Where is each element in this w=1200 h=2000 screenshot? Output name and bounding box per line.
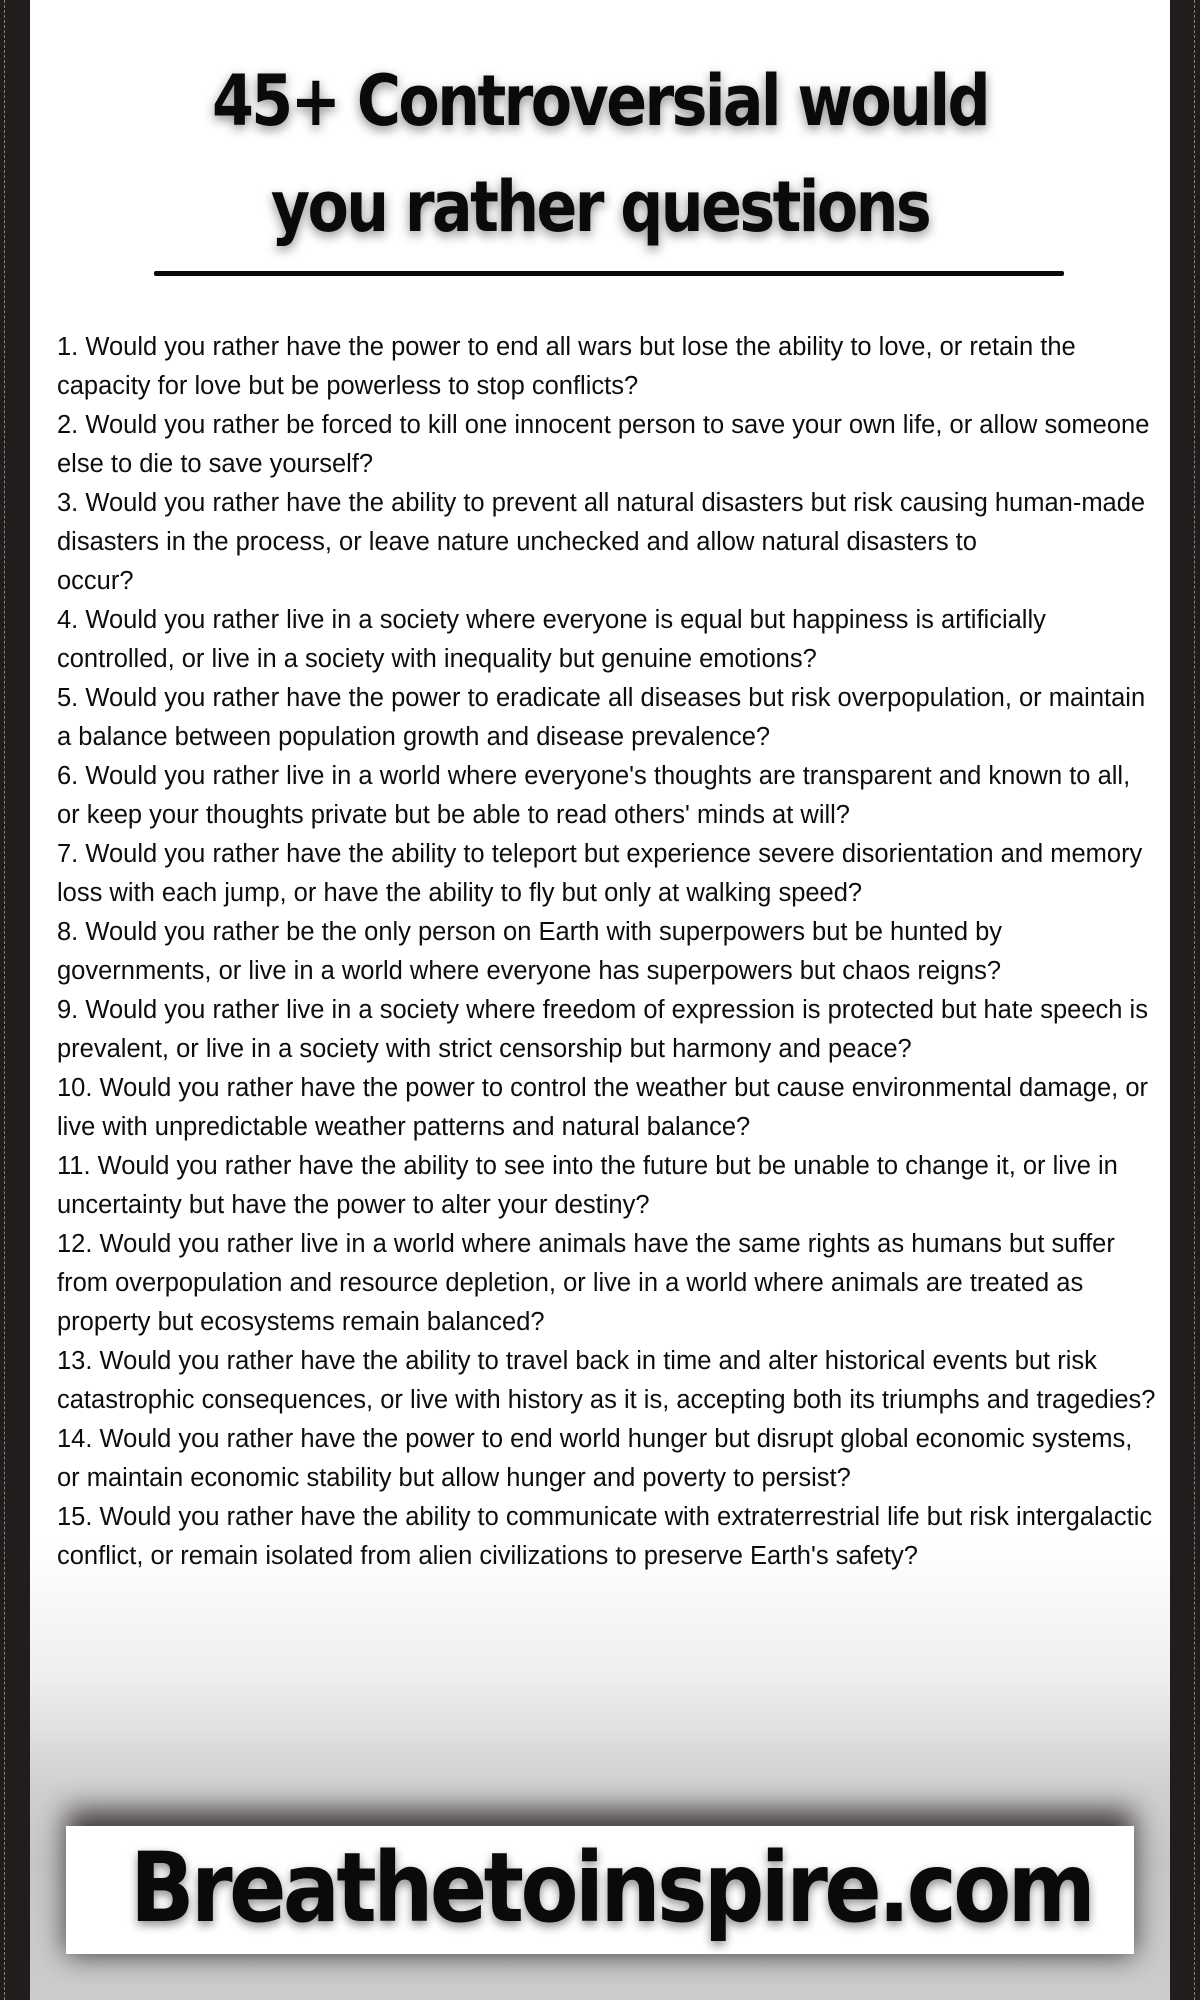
question-item: 4. Would you rather live in a society where everyone is equal but happiness is artificially controlled, or live in a society with inequality but genuine emotions? [57, 606, 1046, 673]
question-item: 15. Would you rather have the ability to communicate with extraterrestrial life but risk intergalactic conflict, or remain isolated from alien civilizations to preserve Earth's safety? [57, 1503, 1153, 1570]
title-underline [154, 271, 1064, 276]
question-item: 7. Would you rather have the ability to teleport but experience severe disorientation and memory loss with each jump, or have the ability to fly but only at walking speed? [57, 840, 1143, 907]
question-list [57, 328, 1157, 1576]
question-item: 11. Would you rather have the ability to see into the future but be unable to change it, or live in uncertainty but have the power to alter your destiny? [57, 1152, 1118, 1219]
question-item-continuation: occur? [57, 567, 134, 595]
page-title: 45+ Controversial would you rather questions [211, 60, 989, 248]
question-item: 3. Would you rather have the ability to prevent all natural disasters but risk causing human-made disasters in the process, or leave nature unchecked and allow natural disasters to [57, 489, 1146, 556]
question-item: 12. Would you rather live in a world where animals have the same rights as humans but suffer from overpopulation and resource depletion, or live in a world where animals are treated as property but ecosystems remain balanced? [57, 1230, 1115, 1336]
question-item: 6. Would you rather live in a world where everyone's thoughts are transparent and known to all, or keep your thoughts private but be able to read others' minds at will? [57, 762, 1131, 829]
left-border-strip [0, 0, 30, 2000]
question-item: 2. Would you rather be forced to kill one innocent person to save your own life, or allow someone else to die to save yourself? [57, 411, 1150, 478]
site-watermark: Breathetoinspire.com [130, 1832, 1093, 1944]
question-item: 9. Would you rather live in a society where freedom of expression is protected but hate speech is prevalent, or live in a society with strict censorship but harmony and peace? [57, 996, 1148, 1063]
question-item: 1. Would you rather have the power to end all wars but lose the ability to love, or retain the capacity for love but be powerless to stop conflicts? [57, 333, 1076, 400]
question-item: 14. Would you rather have the power to end world hunger but disrupt global economic systems, or maintain economic stability but allow hunger and poverty to persist? [57, 1425, 1133, 1492]
poster-page [30, 0, 1170, 2000]
question-item: 13. Would you rather have the ability to travel back in time and alter historical events but risk catastrophic consequences, or live with history as it is, accepting both its triumphs and tragedies? [57, 1347, 1156, 1414]
question-item: 8. Would you rather be the only person on Earth with superpowers but be hunted by governments, or live in a world where everyone has superpowers but chaos reigns? [57, 918, 1003, 985]
question-item: 5. Would you rather have the power to eradicate all diseases but risk overpopulation, or maintain a balance between population growth and disease prevalence? [57, 684, 1146, 751]
right-border-strip [1170, 0, 1200, 2000]
question-item: 10. Would you rather have the power to control the weather but cause environmental damage, or live with unpredictable weather patterns and natural balance? [57, 1074, 1149, 1141]
footer-banner [66, 1826, 1134, 1954]
